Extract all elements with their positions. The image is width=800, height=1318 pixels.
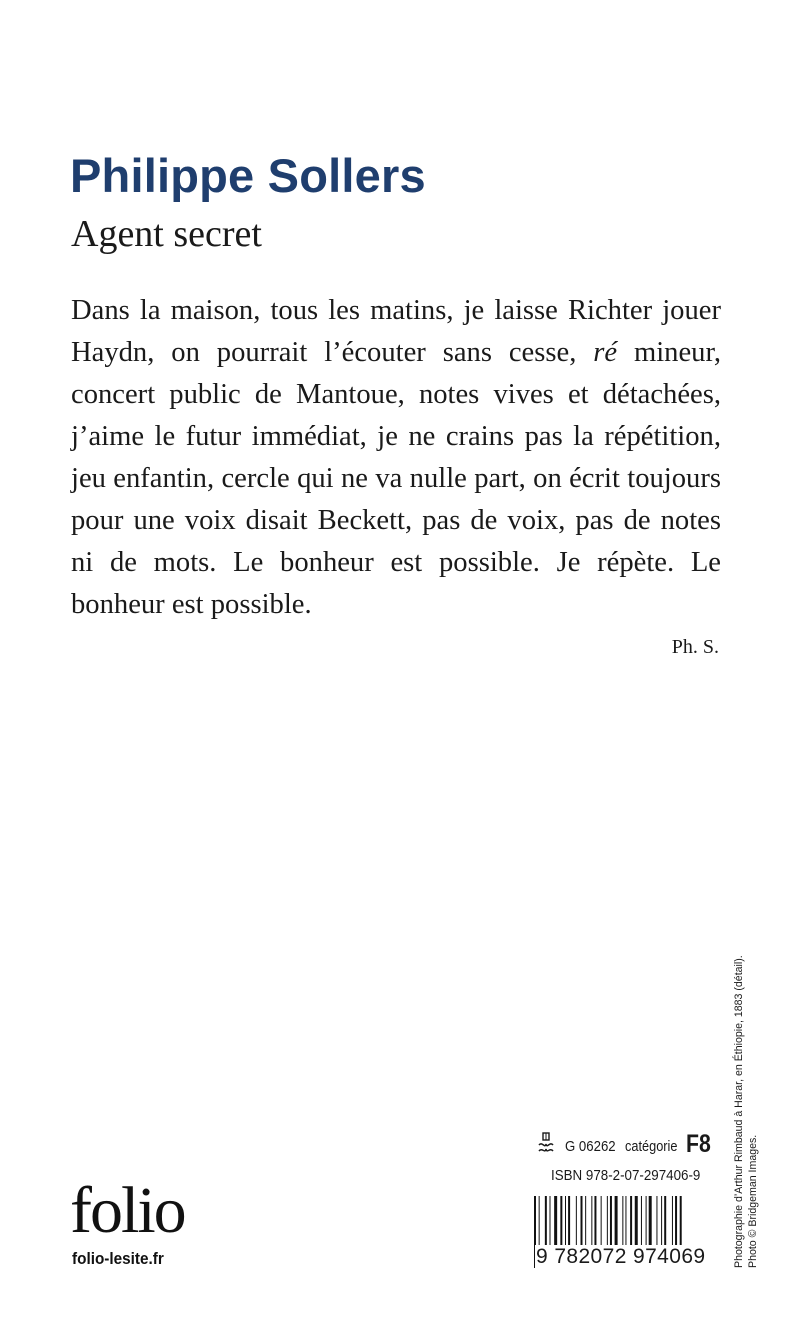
catalog-row (537, 1132, 715, 1156)
barcode-bar (646, 1196, 647, 1248)
barcode-bar (601, 1196, 602, 1248)
blurb-signature: Ph. S. (671, 636, 719, 658)
category-code: F8 (686, 1130, 712, 1158)
barcode-bar (594, 1196, 596, 1248)
back-cover-blurb (71, 290, 721, 626)
barcode-bar (560, 1196, 562, 1248)
barcode-bar (656, 1196, 657, 1248)
barcode-bar (545, 1196, 547, 1248)
blurb-text-start: Dans la maison, tous les matins, je laisse Richter jouer Haydn, on pourrait l’écouter sans cesse, (71, 295, 721, 368)
barcode-bar (661, 1196, 662, 1248)
publisher-website: folio-lesite.fr (72, 1249, 164, 1268)
seal-icon (537, 1132, 555, 1154)
barcode-bar (581, 1196, 583, 1248)
blurb-text-end: mineur, concert public de Mantoue, notes vives et détachées, j’aime le futur immédiat, je ne crains pas la répétition, jeu enfantin, cercle qui ne va nulle part, on écrit toujours pour une voix disait Beckett, pas de voix, pas de notes ni de mots. Le bonheur est possible. Je répète. Le bonheur est possible. (71, 337, 721, 620)
photo-credit-line-2: Photo © Bridgeman Images. (746, 1134, 759, 1268)
barcode-bar (565, 1196, 566, 1248)
category-label: catégorie (624, 1139, 678, 1155)
barcode-bar (664, 1196, 666, 1248)
barcode-bar (635, 1196, 638, 1248)
barcode-bar (568, 1196, 570, 1248)
barcode-bar (591, 1196, 592, 1248)
book-title: Agent secret (71, 213, 262, 255)
barcode-bar (615, 1196, 618, 1248)
photo-credit-line-1: Photographie d’Arthur Rimbaud à Harar, en Éthiopie, 1883 (détail). (733, 955, 745, 1268)
catalog-code: G 06262 (565, 1138, 616, 1155)
barcode-bar (585, 1196, 586, 1248)
barcode-bar (649, 1196, 652, 1248)
barcode-digits (535, 1245, 725, 1269)
barcode-bar (622, 1196, 623, 1248)
publisher-logo: folio (70, 1174, 185, 1247)
author-name: Philippe Sollers (70, 149, 426, 202)
barcode-bar (550, 1196, 551, 1248)
barcode-bar (672, 1196, 673, 1248)
barcode-bar (630, 1196, 632, 1248)
barcode-bar (554, 1196, 557, 1248)
barcode-bar (641, 1196, 642, 1248)
isbn: ISBN 978-2-07-297406-9 (551, 1167, 701, 1184)
photo-credit (733, 955, 760, 1268)
barcode-bar (576, 1196, 577, 1248)
blurb-italic-word: ré (593, 337, 618, 368)
barcode-digits-text: 9 782072 974069 (536, 1245, 706, 1268)
barcode-bar (625, 1196, 626, 1248)
